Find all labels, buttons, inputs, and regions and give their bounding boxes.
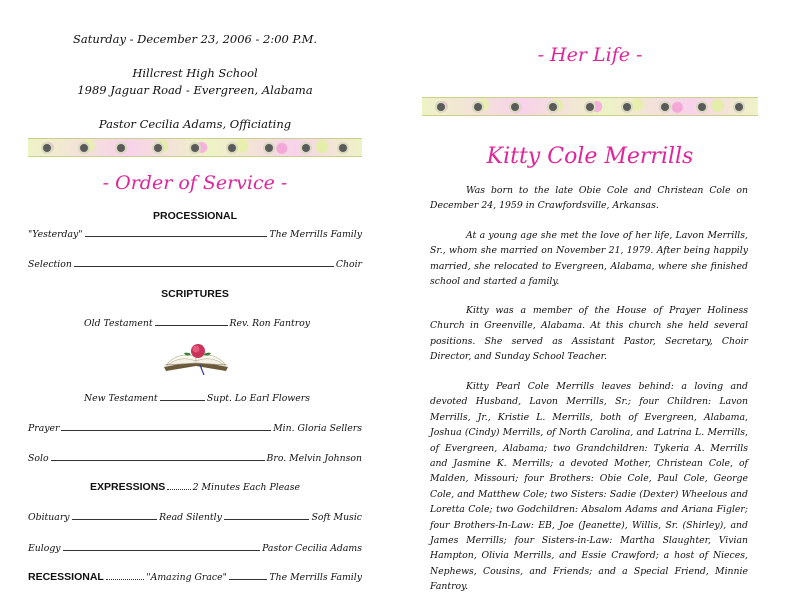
program-row-obituary: Obituary Read Silently Soft Music <box>28 512 363 523</box>
program-item: "Yesterday" <box>28 229 83 240</box>
floral-border <box>422 97 758 116</box>
her-life-title: - Her Life - <box>537 44 643 66</box>
service-date: Saturday - December 23, 2006 - 2:00 P.M. <box>72 32 318 46</box>
processional-heading: PROCESSIONAL <box>152 210 237 222</box>
program-row-eulogy: Eulogy Pastor Cecilia Adams <box>28 543 362 554</box>
program-row-expressions: EXPRESSIONS 2 Minutes Each Please <box>90 481 300 493</box>
program-row-prayer: Prayer Min. Gloria Sellers <box>28 423 362 434</box>
floral-border <box>28 138 362 157</box>
bio-paragraph-birth: Was born to the late Obie Cole and Christean Cole on December 24, 1959 in Crawfordsville, Arkansas. <box>430 185 748 212</box>
scriptures-heading: SCRIPTURES <box>161 288 229 300</box>
program-performer: Choir <box>335 259 362 270</box>
officiant: Pastor Cecilia Adams, Officiating <box>98 117 292 131</box>
bio-paragraph-marriage: At a young age she met the love of her life, Lavon Merrills, Sr., whom she married on November 21, 1979. After being happily married, she relocated to Evergreen, Alabama, where she finished school and started a family. <box>430 230 748 288</box>
program-row-old-testament: Old Testament Rev. Ron Fantroy <box>84 318 310 329</box>
program-performer: The Merrills Family <box>269 229 362 240</box>
program-row-solo: Solo Bro. Melvin Johnson <box>28 453 362 464</box>
venue-address: 1989 Jaguar Road - Evergreen, Alabama <box>77 83 313 97</box>
program-row-selection <box>28 259 362 270</box>
bio-paragraph-church: Kitty was a member of the House of Prayer Holiness Church in Greenville, Alabama. At this church she held several positions. She served as Assistant Pastor, Secretary, Choir Director, and Sunday School Teacher. <box>430 305 748 363</box>
program-row-recessional: RECESSIONAL "Amazing Grace" The Merrills Family <box>28 571 363 583</box>
order-of-service-title: - Order of Service - <box>102 172 288 194</box>
deceased-name-title: Kitty Cole Merrills <box>486 144 694 169</box>
bio-paragraph-survivors: Kitty Pearl Cole Merrills leaves behind: a loving and devoted Husband, Lavon Merrills, Sr.; four Children: Lavon Merrills, Jr., Kristie L. Merrills, both of Evergreen, Alabama, Joshua (Cindy) Merrills, of North Carolina, and Latrina L. Merrills, of Evergreen, Alabama; two Grandchildren: Tykeria A. Merrills and Jasmine K. Merrills; a devoted Mother, Christean Cole, of Malden, Missouri; four Brothers: Obie Cole, Paul Cole, George Cole, and Matthew Cole; two Sisters: Sadie (Dexter) Wheelous and Loretta Cole; two Godchildren: Absalom Adams and Ariana Figler; four Brothers-In-Law: EB, Joe (Jeanette), Willis, Sr. (Shirley), and James Merrills; four Sisters-in-Law: Martha Slaughter, Vivian Hampton, Olivia Merrills, and Essie Crawford; a host of Nieces, Nephews, Cousins, and Friends; and a Special Friend, Minnie Fantroy. <box>430 381 748 593</box>
program-row-new-testament: New Testament Supt. Lo Earl Flowers <box>84 393 310 404</box>
program-row-yesterday <box>28 229 362 240</box>
program-item: Selection <box>28 259 72 270</box>
venue-name: Hillcrest High School <box>132 66 258 80</box>
bible-rose-icon <box>160 337 232 375</box>
